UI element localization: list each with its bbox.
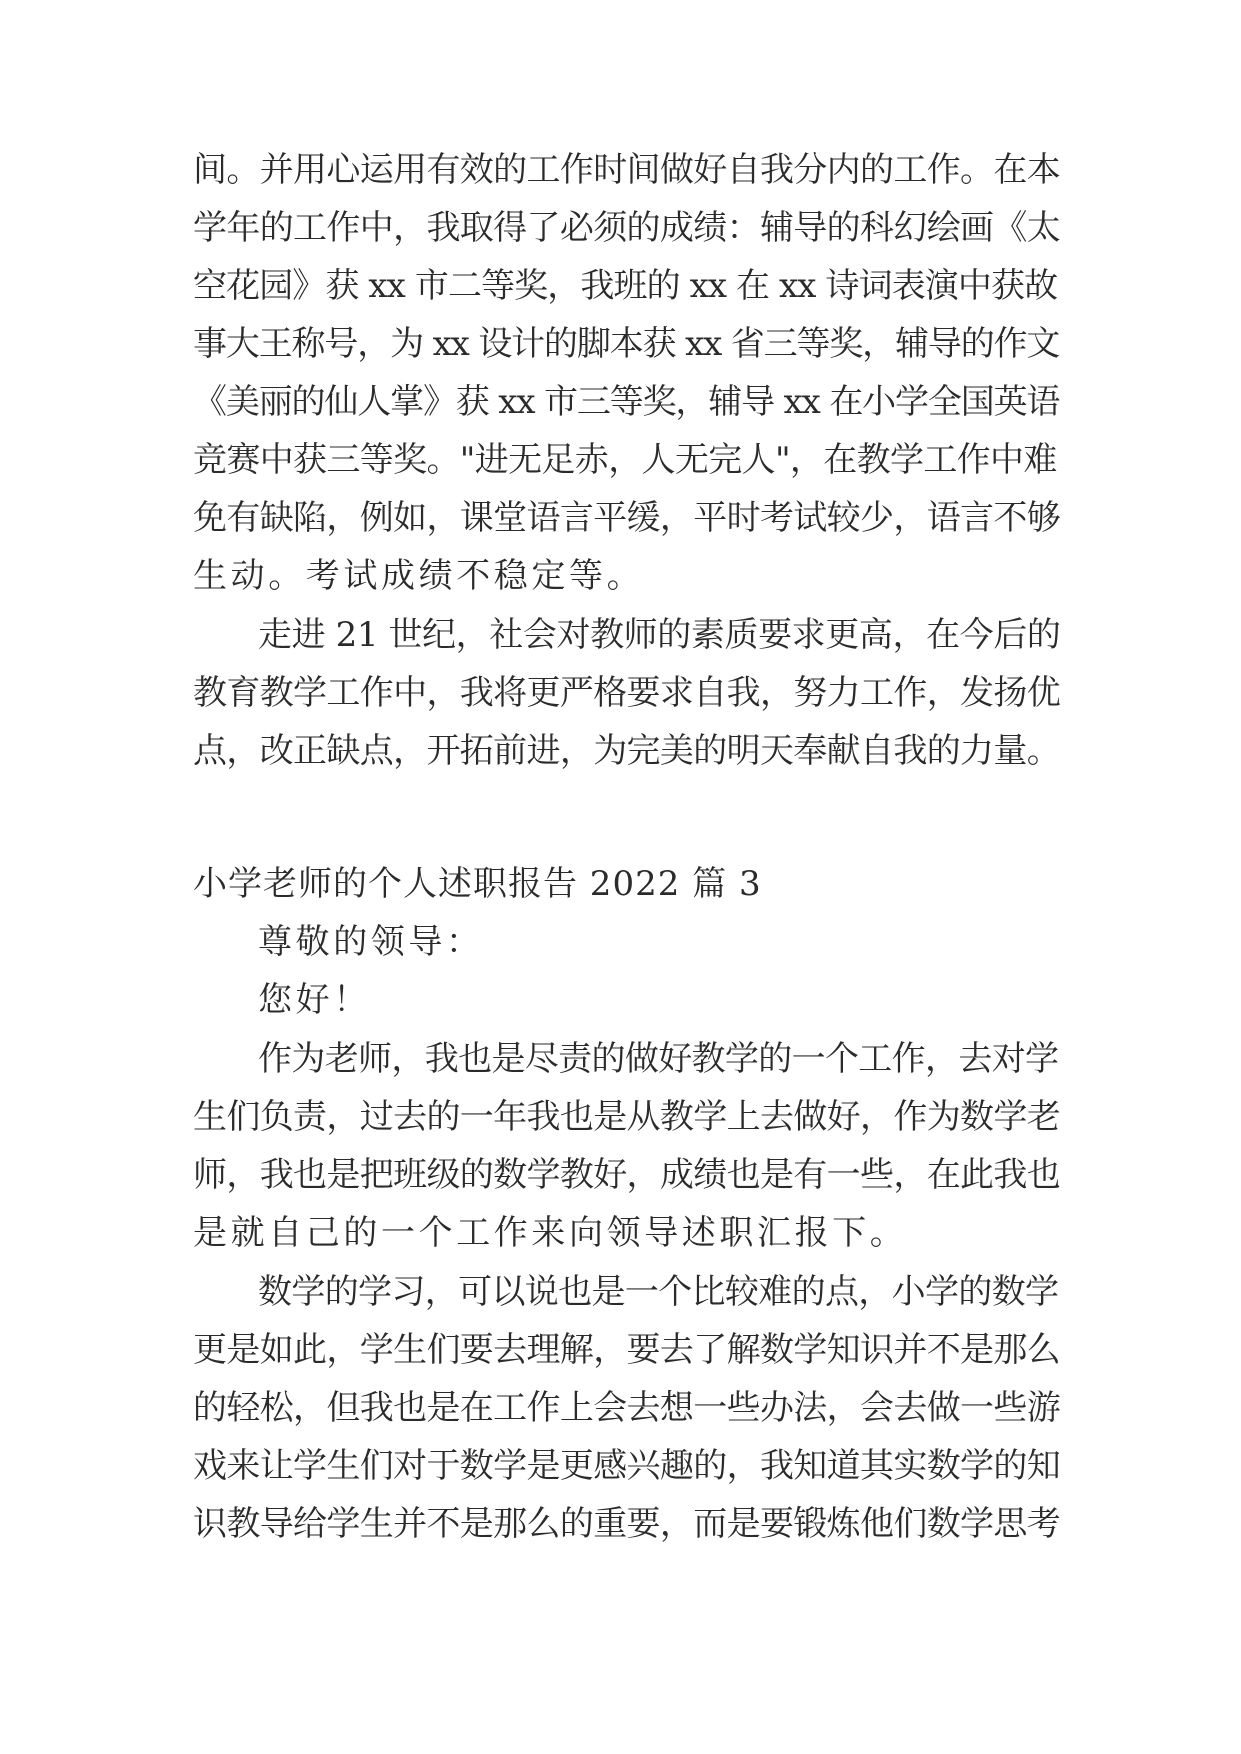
paragraph-line: 更是如此，学生们要去理解，要去了解数学知识并不是那么 (193, 1330, 1061, 1370)
salutation: 尊敬的领导： (258, 922, 484, 962)
paragraph-line: 生动。考试成绩不稳定等。 (193, 556, 645, 596)
paragraph-line: 识教导给学生并不是那么的重要，而是要锻炼他们数学思考 (193, 1504, 1061, 1544)
paragraph-line: 《美丽的仙人掌》获 xx 市三等奖，辅导 xx 在小学全国英语 (193, 382, 1060, 422)
paragraph-line: 数学的学习，可以说也是一个比较难的点，小学的数学 (258, 1272, 1059, 1312)
paragraph-line: 戏来让学生们对于数学是更感兴趣的，我知道其实数学的知 (193, 1446, 1061, 1486)
greeting: 您好！ (258, 980, 371, 1020)
paragraph-line: 空花园》获 xx 市二等奖，我班的 xx 在 xx 诗词表演中获故 (193, 266, 1058, 306)
paragraph-line: 的轻松，但我也是在工作上会去想一些办法，会去做一些游 (193, 1388, 1061, 1428)
paragraph-line: 免有缺陷，例如，课堂语言平缓，平时考试较少，语言不够 (193, 498, 1061, 538)
paragraph-line: 走进 21 世纪，社会对教师的素质要求更高，在今后的 (258, 615, 1061, 655)
paragraph-line: 点，改正缺点，开拓前进，为完美的明天奉献自我的力量。 (193, 731, 1061, 771)
paragraph-line: 间。并用心运用有效的工作时间做好自我分内的工作。在本 (193, 150, 1061, 190)
paragraph-line: 学年的工作中，我取得了必须的成绩：辅导的科幻绘画《太 (193, 208, 1061, 248)
paragraph-line: 事大王称号，为 xx 设计的脚本获 xx 省三等奖，辅导的作文 (193, 324, 1060, 364)
section-title: 小学老师的个人述职报告 2022 篇 3 (193, 864, 762, 904)
paragraph-line: 生们负责，过去的一年我也是从教学上去做好，作为数学老 (193, 1097, 1061, 1137)
paragraph-line: 竞赛中获三等奖。"进无足赤，人无完人"，在教学工作中难 (193, 440, 1057, 480)
paragraph-line: 教育教学工作中，我将更严格要求自我，努力工作，发扬优 (193, 673, 1061, 713)
paragraph-line: 作为老师，我也是尽责的做好教学的一个工作，去对学 (258, 1039, 1059, 1079)
paragraph-line: 是就自己的一个工作来向领导述职汇报下。 (193, 1213, 908, 1253)
paragraph-line: 师，我也是把班级的数学教好，成绩也是有一些，在此我也 (193, 1155, 1061, 1195)
